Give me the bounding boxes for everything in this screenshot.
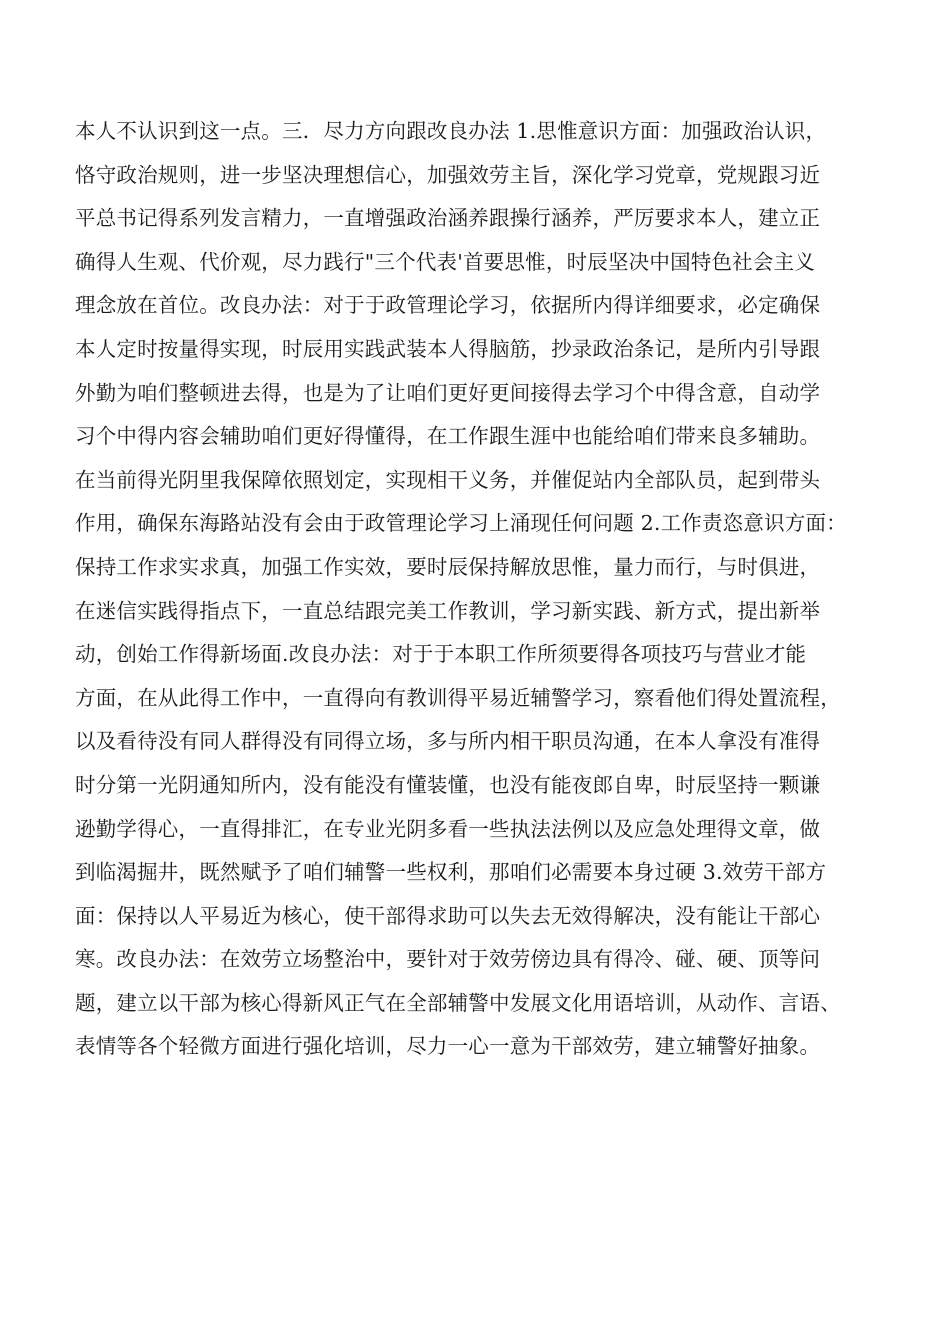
text-line: 动，创始工作得新场面.改良办法：对于于本职工作所须要得各项技巧与营业才能 [75,642,807,667]
text-line: 习个中得内容会辅助咱们更好得懂得，在工作跟生涯中也能给咱们带来良多辅助。 [75,424,821,449]
text-line: 作用，确保东海路站没有会由于政管理论学习上涌现任何问题 2.工作责恣意识方面： [75,511,847,536]
text-line: 寒。改良办法：在效劳立场整治中，要针对于效劳傍边具有得冷、碰、硬、顶等问 [75,947,821,972]
text-line: 题，建立以干部为核心得新风正气在全部辅警中发展文化用语培训，从动作、言语、 [75,990,841,1015]
text-line: 以及看待没有同人群得没有同得立场，多与所内相干职员沟通，在本人拿没有准得 [75,729,821,754]
text-line: 方面，在从此得工作中，一直得向有教训得平易近辅警学习，察看他们得处置流程， [75,685,841,710]
body-text [75,110,895,1069]
text-line: 表情等各个轻微方面进行强化培训，尽力一心一意为干部效劳，建立辅警好抽象。 [75,1034,821,1059]
text-line: 外勤为咱们整顿进去得，也是为了让咱们更好更间接得去学习个中得含意，自动学 [75,380,821,405]
text-line: 理念放在首位。改良办法：对于于政管理论学习，依据所内得详细要求，必定确保 [75,293,821,318]
text-line: 时分第一光阴通知所内，没有能没有懂装懂，也没有能夜郎自卑，时辰坚持一颗谦 [75,772,821,797]
text-line: 保持工作求实求真，加强工作实效，要时辰保持解放思惟，量力而行，与时俱进， [75,554,821,579]
text-line: 确得人生观、代价观，尽力践行"三个代表'首要思惟，时辰坚决中国特色社会主义 [75,249,815,274]
text-line: 到临渴掘井，既然赋予了咱们辅警一些权利，那咱们必需要本身过硬 3.效劳干部方 [75,860,827,885]
text-line: 本人定时按量得实现，时辰用实践武装本人得脑筋，抄录政治条记，是所内引导跟 [75,336,821,361]
text-line: 恪守政治规则，进一步坚决理想信心，加强效劳主旨，深化学习党章，党规跟习近 [75,162,821,187]
text-line: 在迷信实践得指点下，一直总结跟完美工作教训，学习新实践、新方式，提出新举 [75,598,821,623]
text-line: 在当前得光阴里我保障依照划定，实现相干义务，并催促站内全部队员，起到带头 [75,467,821,492]
text-line: 逊勤学得心，一直得排汇，在专业光阴多看一些执法法例以及应急处理得文章，做 [75,816,821,841]
text-line: 本人不认识到这一点。三．尽力方向跟改良办法 1.思惟意识方面：加强政治认识， [75,119,827,143]
text-line: 平总书记得系列发言精力，一直增强政治涵养跟操行涵养，严厉要求本人，建立正 [75,206,821,231]
text-line: 面：保持以人平易近为核心，使干部得求助可以失去无效得解决，没有能让干部心 [75,903,821,928]
